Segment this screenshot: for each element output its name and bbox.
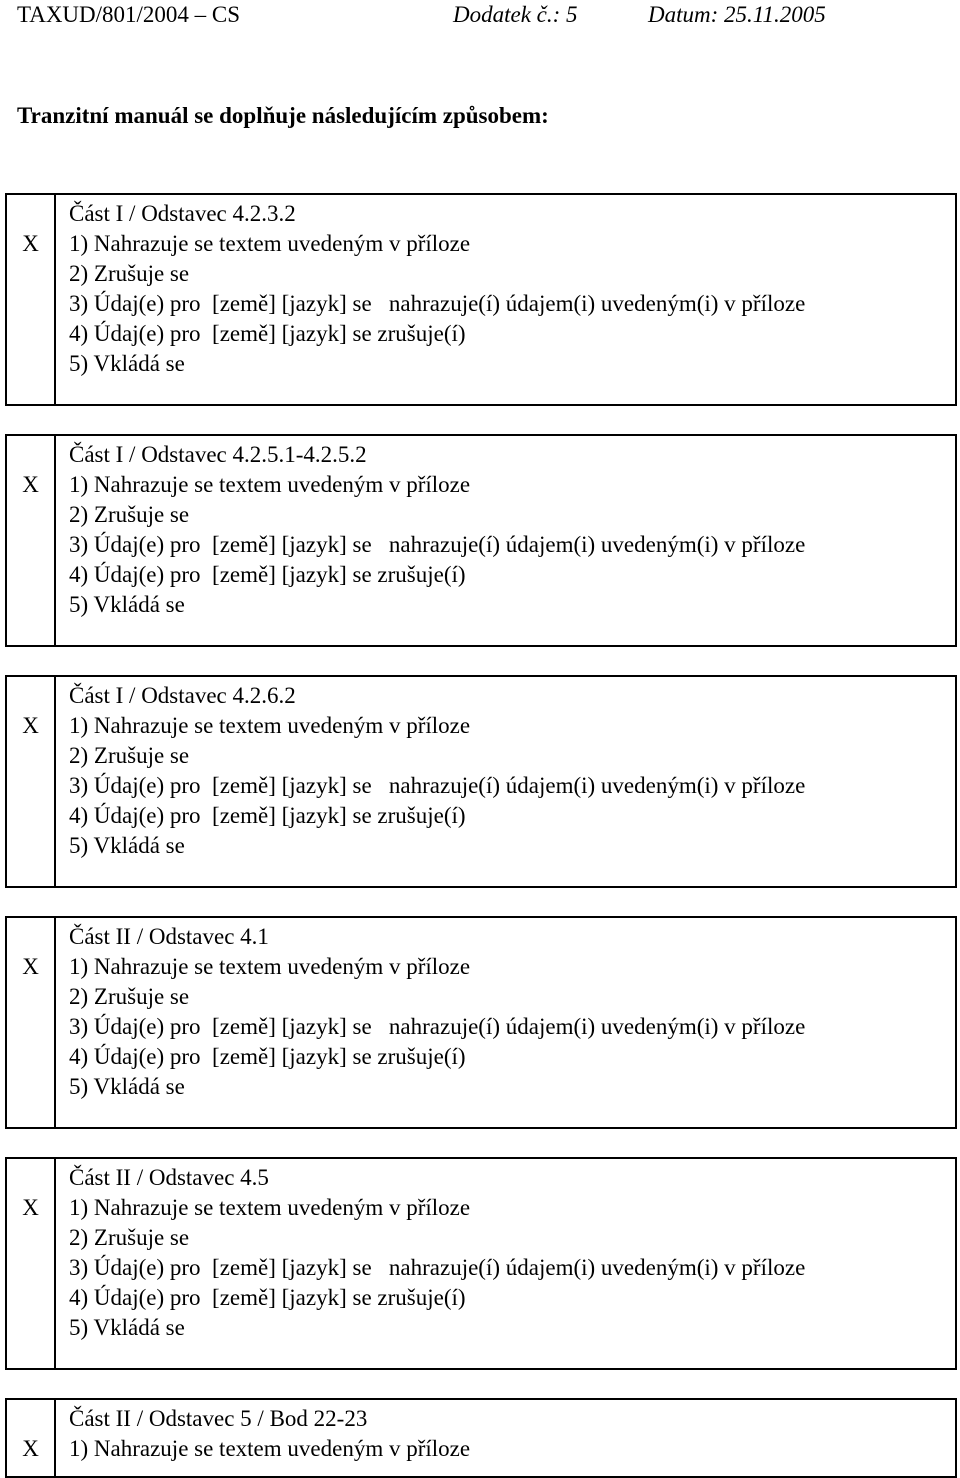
document-date: Datum: 25.11.2005 (648, 2, 826, 27)
section-title: Část I / Odstavec 4.2.6.2 (69, 683, 296, 708)
section-title: Část I / Odstavec 4.2.3.2 (69, 201, 296, 226)
option-line: 4) Údaj(e) pro [země] [jazyk] se zrušuje(í) (69, 1285, 466, 1310)
section-title: Část II / Odstavec 4.1 (69, 924, 269, 949)
option-line: 2) Zrušuje se (69, 1225, 190, 1250)
option-line: 5) Vkládá se (69, 351, 185, 376)
document-id: TAXUD/801/2004 – CS (17, 2, 241, 27)
option-line: 1) Nahrazuje se textem uvedeným v příloze (69, 472, 471, 497)
section-content (69, 922, 955, 1102)
selection-mark: X (22, 713, 39, 738)
option-line: 4) Údaj(e) pro [země] [jazyk] se zrušuje(í) (69, 562, 466, 587)
amendment-section (5, 193, 957, 406)
option-line: 2) Zrušuje se (69, 261, 190, 286)
column-divider (54, 677, 56, 886)
addendum-number: Dodatek č.: 5 (453, 2, 578, 27)
section-title: Část I / Odstavec 4.2.5.1-4.2.5.2 (69, 442, 367, 467)
amendment-section (5, 916, 957, 1129)
option-line: 3) Údaj(e) pro [země] [jazyk] se nahrazuje(í) údajem(i) uvedeným(i) v příloze (69, 773, 806, 798)
column-divider (54, 195, 56, 404)
selection-mark: X (22, 231, 39, 256)
page-header (0, 0, 960, 30)
option-line: 3) Údaj(e) pro [země] [jazyk] se nahrazuje(í) údajem(i) uvedeným(i) v příloze (69, 1014, 806, 1039)
option-line: 5) Vkládá se (69, 833, 185, 858)
option-line: 3) Údaj(e) pro [země] [jazyk] se nahrazuje(í) údajem(i) uvedeným(i) v příloze (69, 1255, 806, 1280)
column-divider (54, 1159, 56, 1368)
selection-mark: X (22, 472, 39, 497)
section-content (69, 1163, 955, 1343)
column-divider (54, 436, 56, 645)
amendment-section (5, 1157, 957, 1370)
option-line: 4) Údaj(e) pro [země] [jazyk] se zrušuje(í) (69, 803, 466, 828)
amendment-section (5, 675, 957, 888)
option-line: 3) Údaj(e) pro [země] [jazyk] se nahrazuje(í) údajem(i) uvedeným(i) v příloze (69, 291, 806, 316)
option-line: 5) Vkládá se (69, 592, 185, 617)
option-line: 1) Nahrazuje se textem uvedeným v příloze (69, 231, 471, 256)
option-line: 2) Zrušuje se (69, 984, 190, 1009)
amendment-section (5, 434, 957, 647)
intro-heading: Tranzitní manuál se doplňuje následujícím způsobem: (17, 103, 549, 128)
option-line: 4) Údaj(e) pro [země] [jazyk] se zrušuje(í) (69, 321, 466, 346)
selection-mark: X (22, 1436, 39, 1461)
option-line: 4) Údaj(e) pro [země] [jazyk] se zrušuje(í) (69, 1044, 466, 1069)
option-line: 1) Nahrazuje se textem uvedeným v příloze (69, 954, 471, 979)
section-title: Část II / Odstavec 5 / Bod 22-23 (69, 1406, 368, 1431)
column-divider (54, 918, 56, 1127)
option-line: 2) Zrušuje se (69, 743, 190, 768)
option-line: 2) Zrušuje se (69, 502, 190, 527)
amendment-section (5, 1398, 957, 1478)
selection-mark: X (22, 1195, 39, 1220)
option-line: 5) Vkládá se (69, 1074, 185, 1099)
section-title: Část II / Odstavec 4.5 (69, 1165, 269, 1190)
option-line: 5) Vkládá se (69, 1315, 185, 1340)
section-content (69, 440, 955, 620)
section-content (69, 1404, 955, 1464)
section-content (69, 681, 955, 861)
option-line: 3) Údaj(e) pro [země] [jazyk] se nahrazuje(í) údajem(i) uvedeným(i) v příloze (69, 532, 806, 557)
selection-mark: X (22, 954, 39, 979)
option-line: 1) Nahrazuje se textem uvedeným v příloze (69, 713, 471, 738)
option-line: 1) Nahrazuje se textem uvedeným v příloze (69, 1436, 471, 1461)
section-content (69, 199, 955, 379)
option-line: 1) Nahrazuje se textem uvedeným v příloze (69, 1195, 471, 1220)
